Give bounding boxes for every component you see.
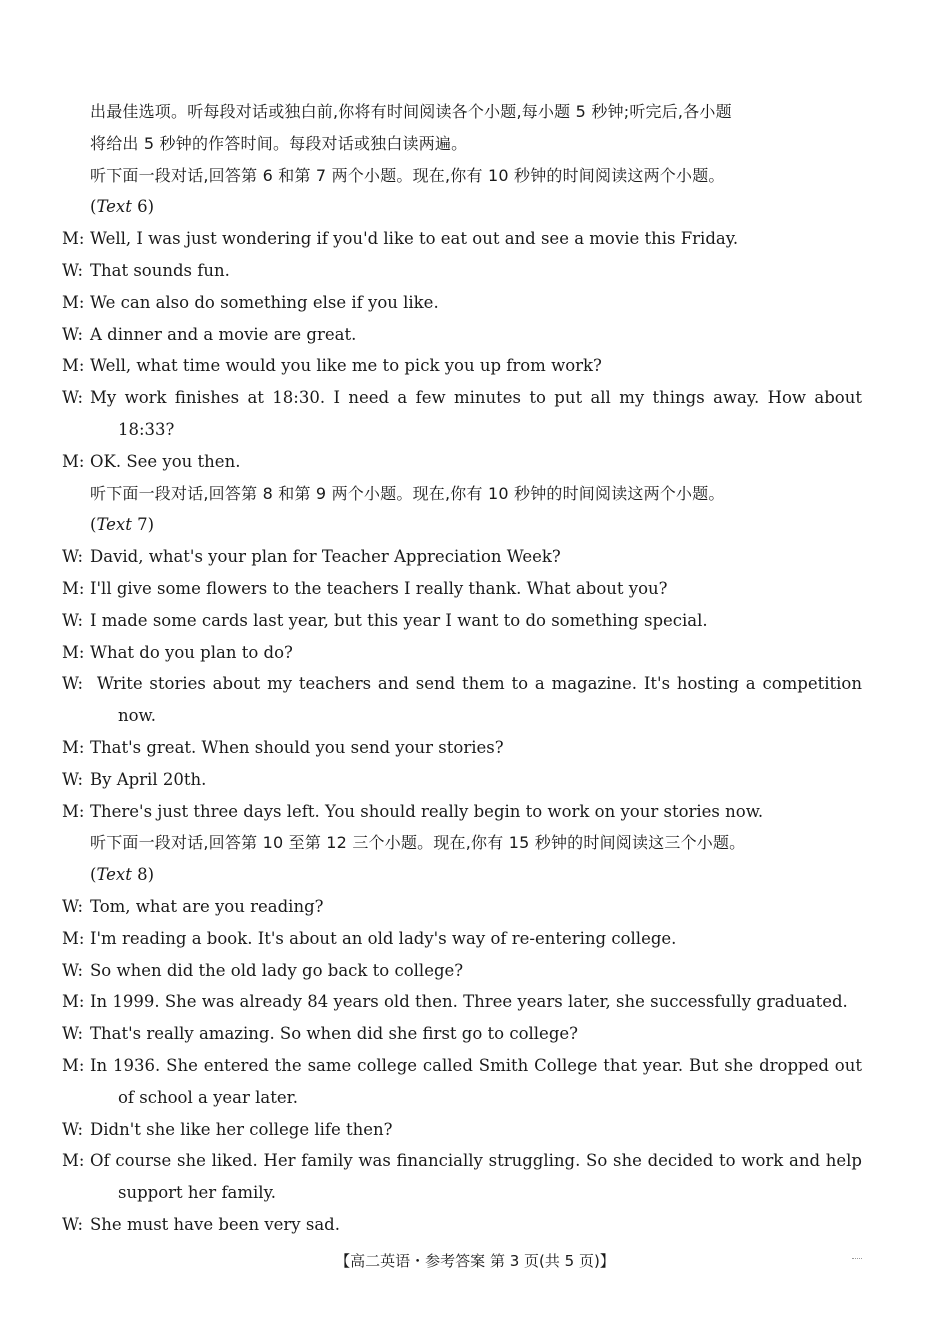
page-footer: 【高二英语・参考答案 第 3 页(共 5 页)】 xyxy=(335,1252,615,1270)
utterance: Didn't she like her college life then? xyxy=(90,1119,393,1139)
section-text-7 xyxy=(62,478,862,828)
dialogue-turn: W: Didn't she like her college life then? xyxy=(62,1119,393,1139)
section-text-6 xyxy=(62,160,862,478)
utterance: Well, I was just wondering if you'd like to eat out and see a movie this Friday. xyxy=(90,229,739,249)
utterance: Well, what time would you like me to pick you up from work? xyxy=(90,356,602,376)
utterance: That sounds fun. xyxy=(90,260,230,280)
utterance: Tom, what are you reading? xyxy=(90,896,324,916)
utterance: I'll give some flowers to the teachers I really thank. What about you? xyxy=(90,578,668,598)
utterance: That's really amazing. So when did she first go to college? xyxy=(90,1024,578,1044)
footer-dots xyxy=(852,1258,862,1261)
section-instruction: 听下面一段对话,回答第 6 和第 7 两个小题。现在,你有 10 秒钟的时间阅读这两个小题。 xyxy=(90,165,725,185)
dialogue-turn: W: That's really amazing. So when did she first go to college? xyxy=(62,1024,578,1044)
dialogue-turn: M: Well, I was just wondering if you'd like to eat out and see a movie this Friday. xyxy=(62,229,739,249)
intro-line-1: 出最佳选项。听每段对话或独白前,你将有时间阅读各个小题,每小题 5 秒钟;听完后,各小题 xyxy=(90,102,732,121)
utterance: She must have been very sad. xyxy=(90,1214,340,1234)
utterance: My work finishes at 18:30. I need a few minutes to put all my things away. How about 18:33? xyxy=(90,388,862,439)
dialogue-turn: W: By April 20th. xyxy=(62,769,207,789)
dialogue-turn: W: Tom, what are you reading? xyxy=(62,896,324,916)
dialogue-turn: W: She must have been very sad. xyxy=(62,1214,340,1234)
dialogue-turn: M: In 1999. She was already 84 years old then. Three years later, she successfully graduated. xyxy=(62,992,848,1012)
section-label: (Text 6) xyxy=(90,197,155,217)
utterance: What do you plan to do? xyxy=(90,642,293,662)
section-instruction: 听下面一段对话,回答第 10 至第 12 三个小题。现在,你有 15 秒钟的时间阅读这三个小题。 xyxy=(90,833,746,853)
dialogue-turn: W: David, what's your plan for Teacher Appreciation Week? xyxy=(62,547,561,567)
section-label: (Text 8) xyxy=(90,865,155,885)
dialogue-turn: M: In 1936. She entered the same college called Smith College that year. But she dropped out of school a year later. xyxy=(62,1055,862,1107)
dialogue-turn: W: My work finishes at 18:30. I need a few minutes to put all my things away. How about 18:33? xyxy=(62,388,862,439)
dialogue-turn: W: That sounds fun. xyxy=(62,260,230,280)
section-instruction: 听下面一段对话,回答第 8 和第 9 两个小题。现在,你有 10 秒钟的时间阅读这两个小题。 xyxy=(90,483,725,503)
utterance: In 1936. She entered the same college called Smith College that year. But she dropped out of school a year later. xyxy=(90,1055,862,1107)
dialogue-turn: M: That's great. When should you send your stories? xyxy=(62,737,504,757)
utterance: That's great. When should you send your stories? xyxy=(90,737,504,757)
dialogue-turn: W: Write stories about my teachers and send them to a magazine. It's hosting a competition now. xyxy=(62,674,862,726)
dialogue-turn: M: We can also do something else if you like. xyxy=(62,292,439,312)
utterance: Write stories about my teachers and send them to a magazine. It's hosting a competition now. xyxy=(90,674,862,726)
utterance: Of course she liked. Her family was financially struggling. So she decided to work and help support her family. xyxy=(90,1151,862,1203)
dialogue-turn: W: A dinner and a movie are great. xyxy=(62,324,357,344)
dialogue-turn: M: I'll give some flowers to the teachers I really thank. What about you? xyxy=(62,578,668,598)
utterance: OK. See you then. xyxy=(90,451,241,471)
utterance: David, what's your plan for Teacher Appreciation Week? xyxy=(90,547,561,567)
utterance: In 1999. She was already 84 years old then. Three years later, she successfully graduated. xyxy=(90,992,848,1012)
dialogue-turn: M: Well, what time would you like me to pick you up from work? xyxy=(62,356,602,376)
utterance: We can also do something else if you like. xyxy=(90,292,439,312)
utterance: I'm reading a book. It's about an old lady's way of re-entering college. xyxy=(90,928,677,948)
section-label: (Text 7) xyxy=(90,515,155,535)
dialogue-turn: M: OK. See you then. xyxy=(62,451,241,471)
dialogue-turn: W: So when did the old lady go back to college? xyxy=(62,960,464,980)
dialogue-turn: M: There's just three days left. You should really begin to work on your stories now. xyxy=(62,801,764,821)
intro-line-2: 将给出 5 秒钟的作答时间。每段对话或独白读两遍。 xyxy=(90,133,468,153)
dialogue-turn: W: I made some cards last year, but this year I want to do something special. xyxy=(62,610,708,630)
utterance: A dinner and a movie are great. xyxy=(90,324,357,344)
dialogue-turn: M: I'm reading a book. It's about an old lady's way of re-entering college. xyxy=(62,928,677,948)
utterance: I made some cards last year, but this year I want to do something special. xyxy=(90,610,708,630)
utterance: There's just three days left. You should really begin to work on your stories now. xyxy=(90,801,764,821)
utterance: By April 20th. xyxy=(90,769,207,789)
dialogue-turn: M: Of course she liked. Her family was financially struggling. So she decided to work and help support her family. xyxy=(62,1151,862,1203)
dialogue-turn: M: What do you plan to do? xyxy=(62,642,293,662)
page-body xyxy=(62,96,862,1241)
utterance: So when did the old lady go back to college? xyxy=(90,960,464,980)
section-text-8 xyxy=(62,827,862,1240)
